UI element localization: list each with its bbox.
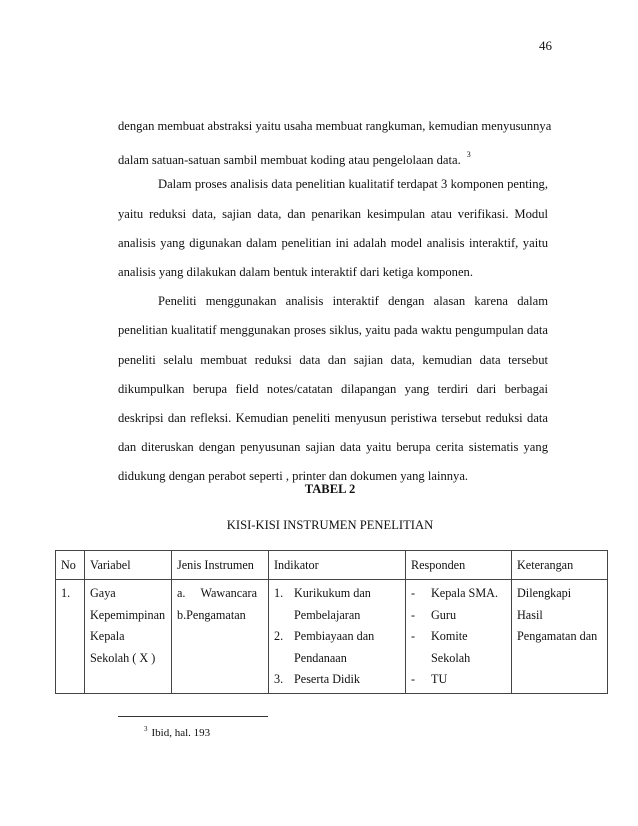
instrument-item: b.Pengamatan [177, 607, 246, 622]
cell-line: Kepemimpinan [90, 607, 166, 622]
table-row [56, 580, 608, 694]
indicator-item [274, 669, 400, 691]
respondent-item [411, 583, 506, 605]
page-number: 46 [539, 38, 552, 53]
cell-no: 1. [56, 580, 85, 694]
item-marker: - [411, 629, 416, 643]
paragraph-line-text: dalam satuan-satuan sambil membuat koding atau pengelolaan data. [118, 153, 461, 168]
column-header-variabel: Variabel [85, 551, 172, 580]
cell-line: Gaya [90, 586, 116, 600]
cell-indikator [269, 580, 406, 694]
footnote [144, 725, 210, 739]
item-marker: a. [177, 586, 186, 600]
item-marker: - [411, 672, 416, 686]
item-text: Pembiayaan dan [294, 629, 375, 643]
footnote-divider [118, 716, 268, 717]
paragraph-line-with-footnote [118, 145, 548, 174]
item-text: Guru [431, 607, 457, 622]
respondent-item [411, 605, 506, 627]
item-text: Kurikukum dan [294, 586, 371, 600]
cell-variabel [85, 580, 172, 694]
instrument-table [55, 550, 608, 694]
paragraph-line: didukung dengan perabot seperti , printer dan dokumen yang lainnya. [118, 469, 469, 484]
paragraph-line: Peneliti menggunakan analisis interaktif dengan alasan karena dalam [158, 294, 548, 309]
table-header-row [56, 551, 608, 580]
cell-line: Pengamatan dan [517, 629, 598, 643]
cell-line: Kepala [90, 629, 125, 643]
cell-jenis-instrumen [172, 580, 269, 694]
cell-line: Dilengkapi [517, 586, 572, 600]
cell-line: Hasil [517, 607, 543, 622]
paragraph-line: deskripsi dan refleksi. Kemudian peneliti menyusun peristiwa tersebut reduksi data [118, 410, 548, 425]
instrument-item [177, 583, 263, 605]
paragraph-line: Dalam proses analisis data penelitian kualitatif terdapat 3 komponen penting, [158, 177, 548, 192]
respondent-item [411, 626, 506, 648]
table-title: TABEL 2 [304, 482, 356, 496]
column-header-indikator: Indikator [269, 551, 406, 580]
cell-keterangan [512, 580, 608, 694]
item-text: Kepala SMA. [431, 586, 499, 600]
body-paragraphs [118, 116, 552, 495]
item-marker: - [411, 586, 416, 600]
paragraph-line: peneliti selalu membuat reduksi data dan sajian data, kemudian data tersebut [118, 352, 548, 367]
footnote-number: 3 [144, 725, 148, 733]
item-text: TU [431, 672, 448, 686]
indicator-item [274, 626, 400, 648]
column-header-jenis-instrumen: Jenis Instrumen [172, 551, 269, 580]
column-header-responden: Responden [406, 551, 512, 580]
column-header-keterangan: Keterangan [512, 551, 608, 580]
item-marker: - [411, 607, 416, 622]
footnote-text: Ibid, hal. 193 [151, 727, 211, 739]
item-text: Peserta Didik [294, 672, 361, 686]
indicator-item [274, 583, 400, 605]
column-header-no: No [56, 551, 85, 580]
table-subtitle: KISI-KISI INSTRUMEN PENELITIAN [226, 518, 434, 532]
item-marker: 1. [274, 586, 284, 600]
indicator-item-continuation: Pembelajaran [294, 607, 361, 622]
cell-line: Sekolah ( X ) [90, 650, 156, 665]
paragraph-line: yaitu reduksi data, sajian data, dan penarikan kesimpulan atau verifikasi. Modul [118, 206, 548, 221]
respondent-item-continuation: Sekolah [431, 650, 471, 665]
item-text: Komite [431, 629, 468, 643]
paragraph-line: penelitian kualitatif menggunakan proses siklus, yaitu pada waktu pengumpulan data [118, 323, 548, 338]
footnote-reference: 3 [466, 150, 471, 160]
respondent-item [411, 669, 506, 691]
paragraph-line: dan diteruskan dengan penyusunan sajian data yaitu berupa cerita sistematis yang [118, 440, 548, 455]
indicator-item-continuation: Pendanaan [294, 650, 347, 665]
cell-responden [406, 580, 512, 694]
paragraph-line: dengan membuat abstraksi yaitu usaha membuat rangkuman, kemudian menyusunnya [118, 119, 552, 133]
item-marker: 3. [274, 672, 284, 686]
paragraph-line: analisis yang digunakan dalam penelitian ini adalah model analisis interaktif, yaitu [118, 235, 548, 250]
paragraph-line: dikumpulkan berupa field notes/catatan dilapangan yang terdiri dari berbagai [118, 381, 548, 396]
item-marker: 2. [274, 629, 284, 643]
paragraph-line: analisis yang dilakukan dalam bentuk interaktif dari ketiga komponen. [118, 264, 473, 279]
item-text: Wawancara [200, 586, 257, 600]
